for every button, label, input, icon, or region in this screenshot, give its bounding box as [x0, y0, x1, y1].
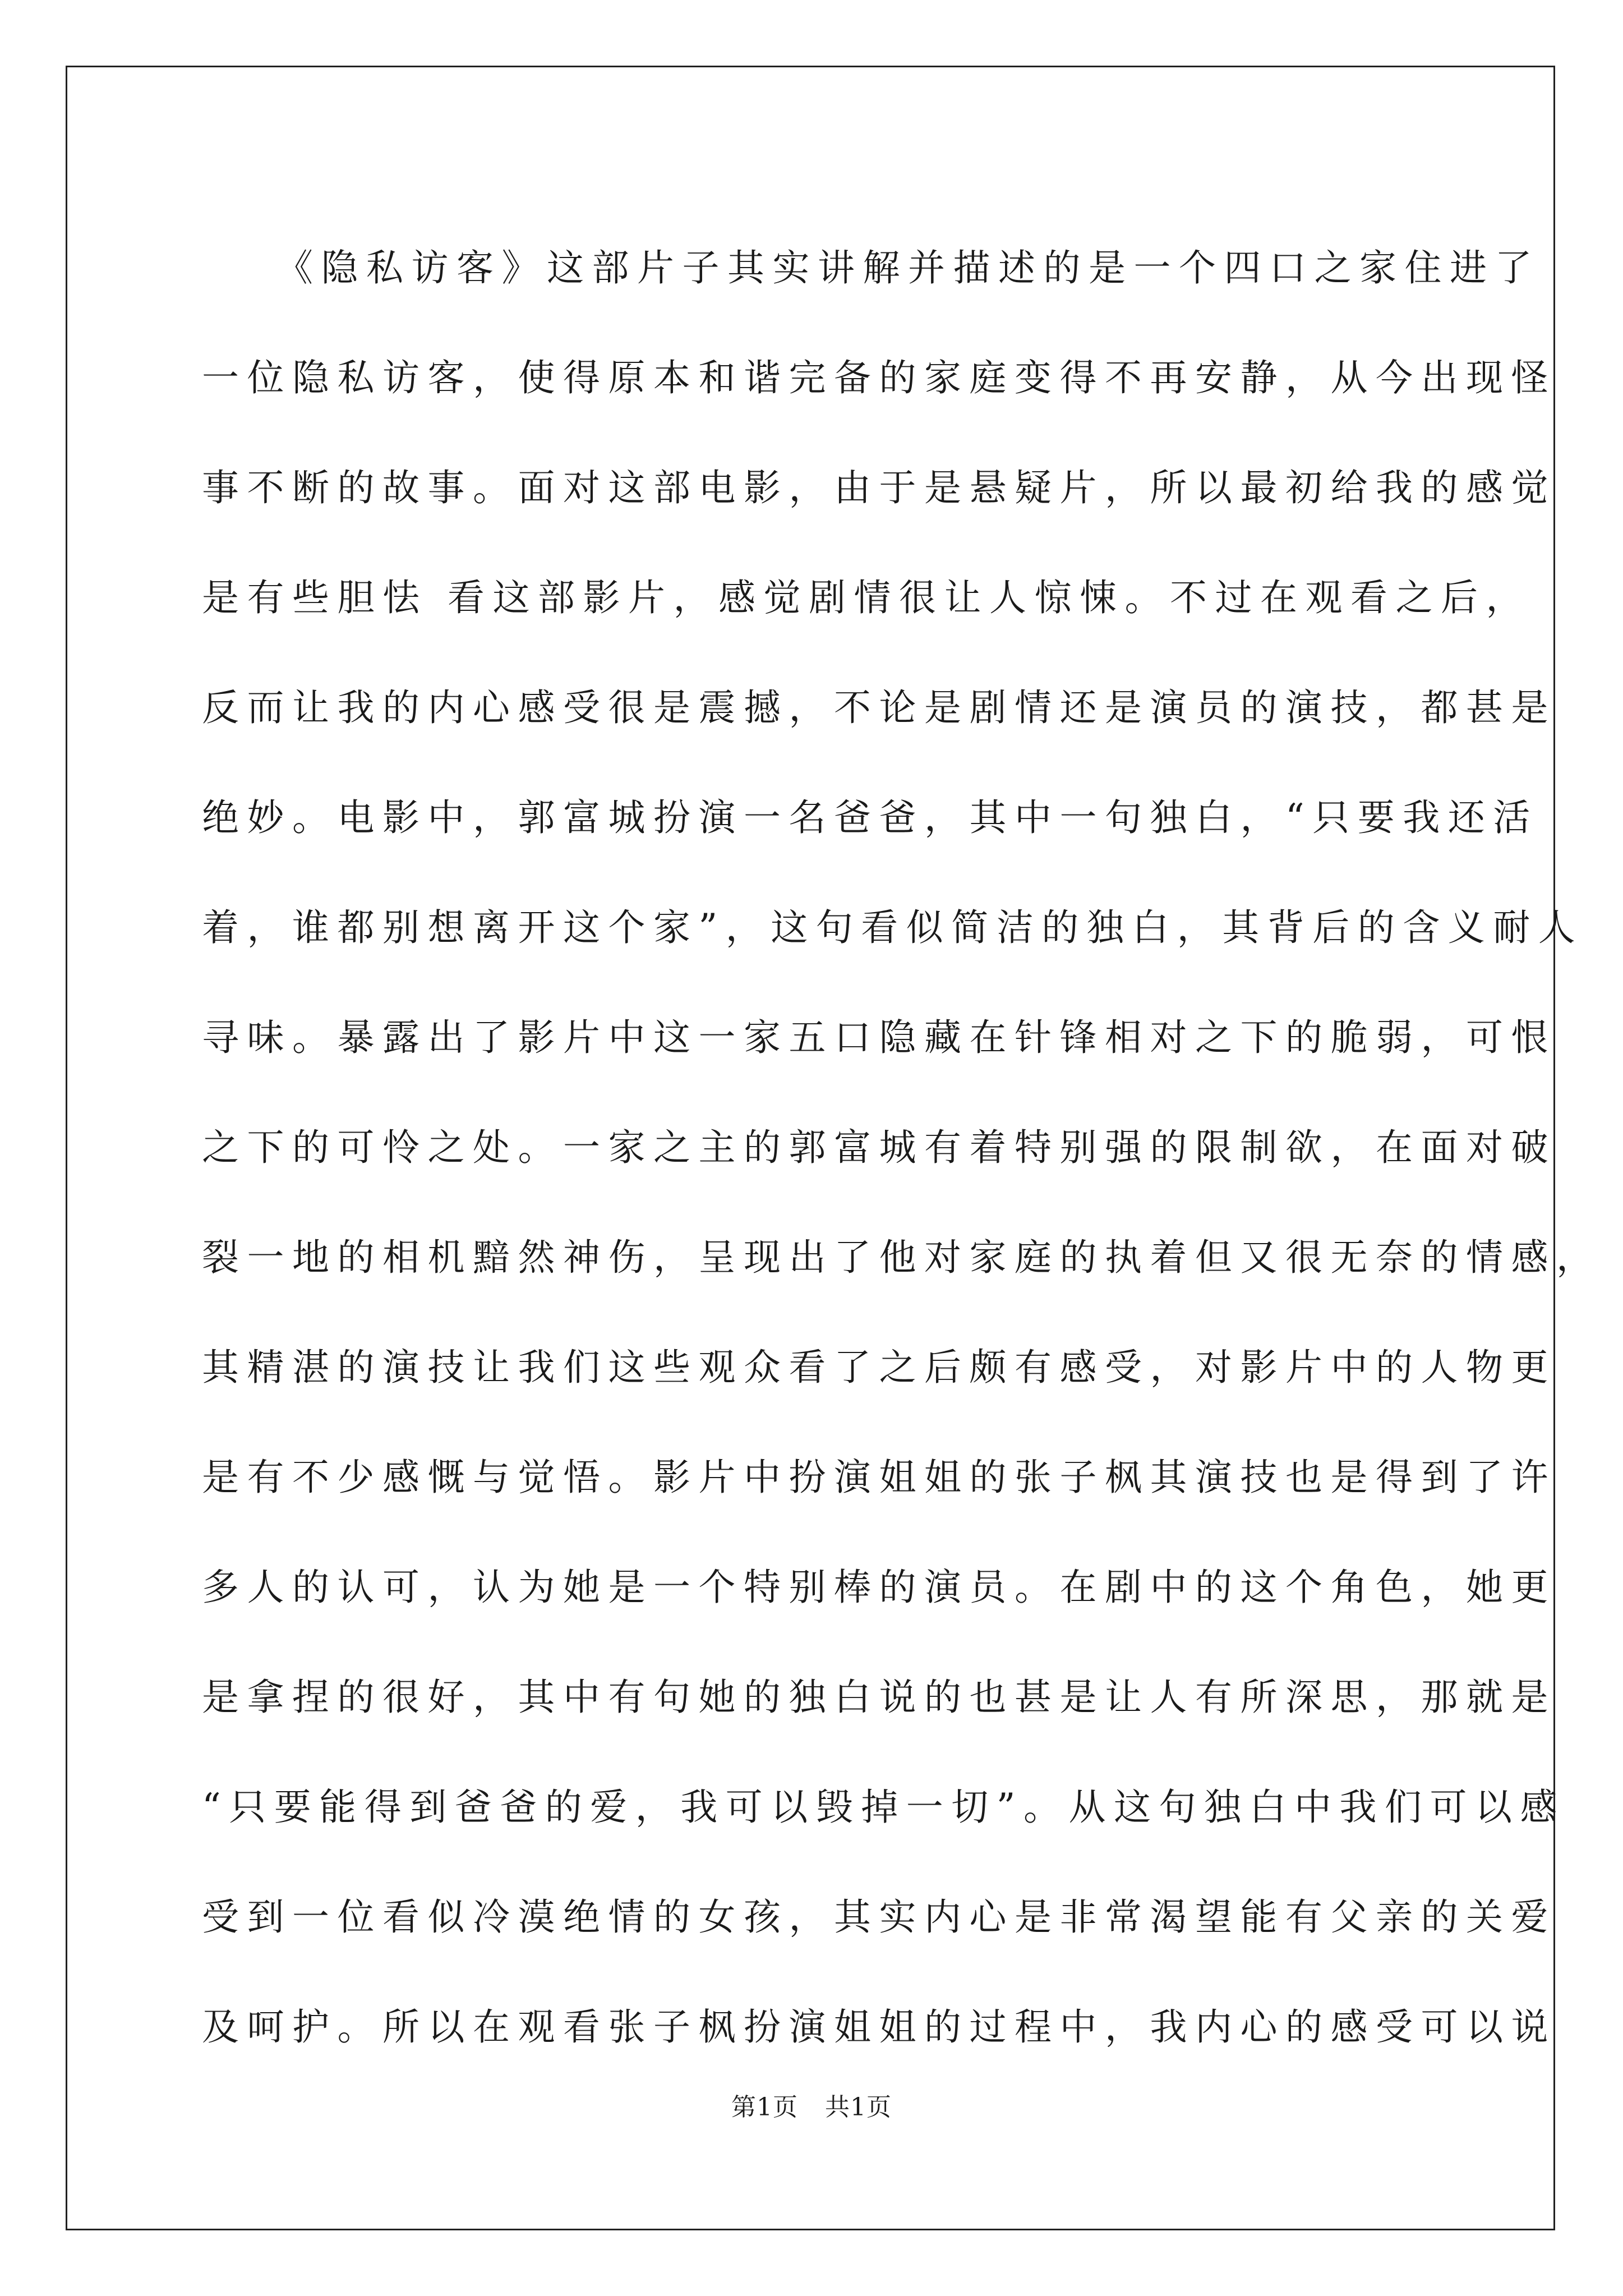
text-line: 寻味。暴露出了影片中这一家五口隐藏在针锋相对之下的脆弱，可恨 [202, 1016, 1556, 1059]
text-line: 反而让我的内心感受很是震撼，不论是剧情还是演员的演技，都甚是 [202, 686, 1556, 729]
text-line: 事不断的故事。面对这部电影，由于是悬疑片，所以最初给我的感觉 [202, 466, 1556, 509]
page-footer [0, 2087, 1623, 2123]
text-line: 受到一位看似冷漠绝情的女孩，其实内心是非常渴望能有父亲的关爱 [202, 1895, 1556, 1939]
text-line: 是拿捏的很好，其中有句她的独白说的也甚是让人有所深思，那就是 [202, 1676, 1556, 1719]
text-line: 一位隐私访客，使得原本和谐完备的家庭变得不再安静，从今出现怪 [202, 356, 1556, 399]
text-line: 着，谁都别想离开这个家”，这句看似简洁的独白，其背后的含义耐人 [202, 906, 1584, 949]
body-paragraph [202, 213, 1602, 2082]
text-line: 绝妙。电影中，郭富城扮演一名爸爸，其中一句独白，“只要我还活 [202, 796, 1538, 839]
page-number: 第1页 [731, 2093, 798, 2122]
text-line: “只要能得到爸爸的爱，我可以毁掉一切”。从这句独白中我们可以感 [202, 1786, 1565, 1829]
page-total: 共1页 [825, 2093, 892, 2122]
text-line: 之下的可怜之处。一家之主的郭富城有着特别强的限制欲，在面对破 [202, 1126, 1556, 1169]
text-line: 是有些胆怯 看这部影片，感觉剧情很让人惊悚。不过在观看之后， [202, 576, 1531, 619]
text-line: 其精湛的演技让我们这些观众看了之后颇有感受，对影片中的人物更 [202, 1346, 1556, 1389]
text-line: 多人的认可，认为她是一个特别棒的演员。在剧中的这个角色，她更 [202, 1566, 1556, 1609]
text-line: 是有不少感慨与觉悟。影片中扮演姐姐的张子枫其演技也是得到了许 [202, 1456, 1556, 1499]
text-line: 及呵护。所以在观看张子枫扮演姐姐的过程中，我内心的感受可以说 [202, 2005, 1556, 2049]
text-line: 《隐私访客》这部片子其实讲解并描述的是一个四口之家住进了 [276, 246, 1540, 289]
text-line: 裂一地的相机黯然神伤，呈现出了他对家庭的执着但又很无奈的情感， [202, 1236, 1602, 1279]
